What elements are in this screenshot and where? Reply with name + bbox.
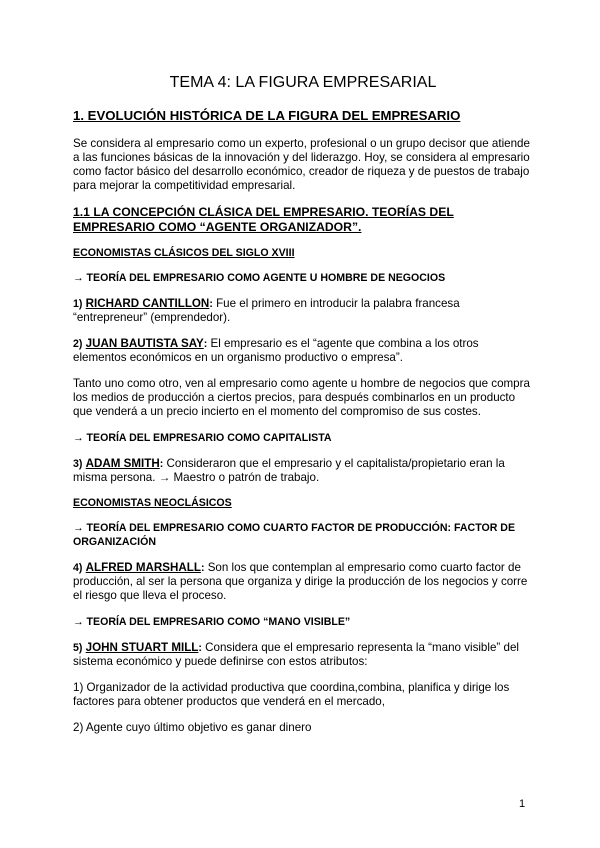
colon: : — [209, 298, 213, 310]
colon: : — [159, 458, 164, 470]
attribute-2: 2) Agente cuyo último objetivo es ganar dinero — [73, 721, 312, 734]
item-mill — [73, 641, 533, 669]
item-text: El empresario es el “agente que combina a los otros elementos económicos en un organismo productivo o empresa”. — [73, 337, 479, 364]
theory-capitalista: → TEORÍA DEL EMPRESARIO COMO CAPITALISTA — [73, 432, 332, 444]
page-content — [73, 74, 533, 747]
item-number: 3) — [73, 458, 83, 470]
neoclasicos-heading: ECONOMISTAS NEOCLÁSICOS — [73, 497, 232, 509]
theory-agente-negocios: → TEORÍA DEL EMPRESARIO COMO AGENTE U HOMBRE DE NEGOCIOS — [73, 272, 446, 284]
item-text: Considera que el empresario representa la “mano visible” del sistema económico y puede definirse con estos atributos: — [73, 641, 519, 668]
item-cantillon — [73, 297, 533, 325]
clasicos-heading: ECONOMISTAS CLÁSICOS DEL SIGLO XVIII — [73, 247, 295, 259]
item-text: Son los que contemplan al empresario como cuarto factor de producción, al ser la persona que organiza y dirige la producción de los negocios y corre el riesgo que lleva el proceso. — [73, 561, 528, 602]
item-text: Consideraron que el empresario y el capitalista/propietario eran la misma persona. → Maestro o patrón de trabajo. — [73, 457, 505, 484]
colon: : — [198, 642, 202, 654]
author-name: ADAM SMITH — [85, 457, 160, 470]
item-smith — [73, 457, 533, 485]
section-1-intro: Se considera al empresario como un experto, profesional o un grupo decisor que atiende a las funciones básicas de la innovación y del liderazgo. Hoy, se considera al empresario como factor básico del desarrollo económico, creador de riqueza y de puestos de trabajo para mejorar la competitividad empresarial. — [73, 137, 530, 192]
item-number: 4) — [73, 562, 83, 574]
page-number: 1 — [519, 798, 526, 810]
theory-mano-visible: → TEORÍA DEL EMPRESARIO COMO “MANO VISIBLE” — [73, 616, 351, 628]
item-number: 2) — [73, 338, 83, 350]
item-say — [73, 337, 533, 365]
author-name: ALFRED MARSHALL — [85, 561, 201, 574]
item-marshall — [73, 561, 533, 603]
theory-cuarto-factor: → TEORÍA DEL EMPRESARIO COMO CUARTO FACTOR DE PRODUCCIÓN: FACTOR DE ORGANIZACIÓN — [73, 522, 516, 548]
author-name: JOHN STUART MILL — [85, 641, 199, 654]
item-number: 5) — [73, 642, 83, 654]
item-number: 1) — [73, 298, 83, 310]
section-1-1-heading: 1.1 LA CONCEPCIÓN CLÁSICA DEL EMPRESARIO. TEORÍAS DEL EMPRESARIO COMO “AGENTE ORGANIZADOR”. — [73, 205, 454, 234]
author-name: JUAN BAUTISTA SAY — [85, 337, 204, 350]
colon: : — [200, 562, 205, 574]
page-title: TEMA 4: LA FIGURA EMPRESARIAL — [169, 74, 437, 91]
author-name: RICHARD CANTILLON — [85, 297, 210, 310]
clasicos-summary: Tanto uno como otro, ven al empresario como agente u hombre de negocios que compra los medios de producción a ciertos precios, para después combinarlos en un producto que venderá a un precio incierto en el momento del compromiso de sus costes. — [73, 377, 530, 418]
section-1-heading: 1. EVOLUCIÓN HISTÓRICA DE LA FIGURA DEL EMPRESARIO — [73, 108, 461, 123]
attribute-1: 1) Organizador de la actividad productiva que coordina,combina, planifica y dirige los factores para obtener productos que venderá en el mercado, — [73, 681, 510, 708]
item-text: Fue el primero en introducir la palabra francesa “entrepreneur” (emprendedor). — [73, 297, 460, 324]
colon: : — [203, 338, 208, 350]
